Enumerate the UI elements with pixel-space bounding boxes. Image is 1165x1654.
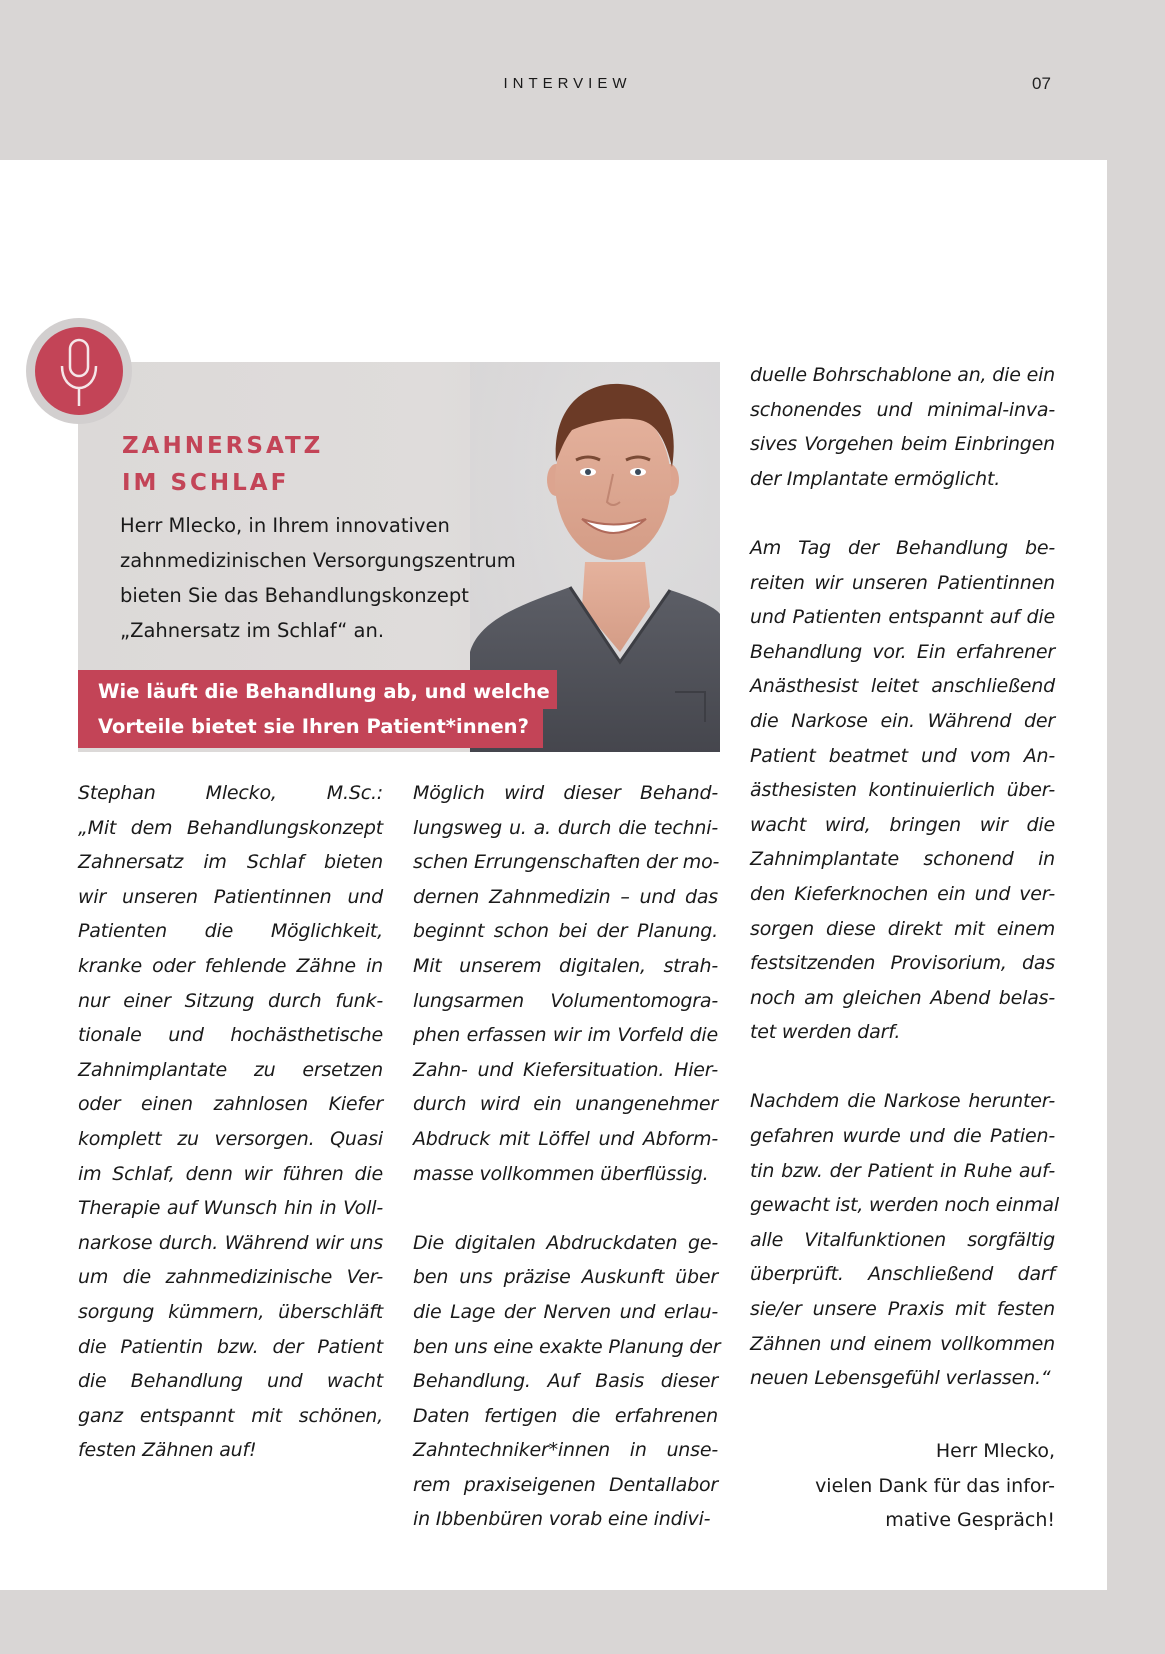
paragraph xyxy=(750,358,1055,496)
text-line: reiten wir unseren Patientinnen xyxy=(750,571,1055,594)
text-line: Die digitalen Abdruckdaten ge- xyxy=(413,1231,718,1254)
text-column-3 xyxy=(750,358,1059,1396)
closing-remark xyxy=(750,1434,1055,1538)
text-line: narkose durch. Während wir uns xyxy=(78,1231,383,1254)
text-line: die Behandlung und wacht xyxy=(78,1370,383,1393)
text-line: festsitzenden Provisorium, das xyxy=(750,952,1055,975)
text-line: noch am gleichen Abend belas- xyxy=(750,986,1055,1009)
paragraph xyxy=(413,776,718,1191)
text-line: Zahn- und Kiefersituation. Hier- xyxy=(413,1058,718,1081)
question-line: Wie läuft die Behandlung ab, und welche xyxy=(78,670,557,709)
text-line: sie/er unsere Praxis mit festen xyxy=(750,1298,1055,1321)
text-line: Stephan Mlecko, M.Sc.: xyxy=(78,782,383,804)
text-line: Zahnimplantate zu ersetzen xyxy=(78,1058,383,1081)
text-line: ästhesisten kontinuierlich über- xyxy=(750,779,1055,802)
text-line: Anästhesist leitet anschließend xyxy=(750,675,1055,698)
title-line: IM SCHLAF xyxy=(122,470,290,496)
closing-line: mative Gespräch! xyxy=(885,1509,1055,1532)
text-line: in Ibbenbüren vorab eine indivi- xyxy=(413,1508,711,1531)
paragraph xyxy=(413,1226,721,1537)
text-line: der Implantate ermöglicht. xyxy=(750,467,1001,490)
text-line: sives Vorgehen beim Einbringen xyxy=(750,433,1055,456)
text-line: Möglich wird dieser Behand- xyxy=(413,782,718,804)
text-line: lungsweg u. a. durch die techni- xyxy=(413,816,718,839)
text-column-2 xyxy=(413,776,721,1537)
intro-line: bieten Sie das Behandlungskonzept xyxy=(120,584,469,607)
article-title xyxy=(122,428,323,502)
text-line: Zahntechniker*innen in unse- xyxy=(413,1439,718,1462)
interview-question xyxy=(78,670,557,748)
question-line: Vorteile bietet sie Ihren Patient*innen? xyxy=(78,709,543,748)
text-line: „Mit dem Behandlungskonzept xyxy=(78,816,383,839)
text-line: sorgung kümmern, überschläft xyxy=(78,1300,383,1323)
text-line: alle Vitalfunktionen sorgfältig xyxy=(750,1228,1055,1251)
text-line: komplett zu versorgen. Quasi xyxy=(78,1127,383,1150)
title-line: ZAHNERSATZ xyxy=(122,433,324,459)
paragraph xyxy=(78,776,383,1468)
text-line: Behandlung. Auf Basis dieser xyxy=(413,1370,718,1393)
text-line: Zähnen und einem vollkommen xyxy=(750,1332,1055,1355)
text-line: um die zahnmedizinische Ver- xyxy=(78,1266,383,1289)
page-number: 07 xyxy=(1032,74,1051,93)
text-line: duelle Bohrschablone an, die ein xyxy=(750,364,1055,386)
text-line: Daten fertigen die erfahrenen xyxy=(413,1404,718,1427)
text-line: die Lage der Nerven und erlau- xyxy=(413,1300,718,1323)
paragraph xyxy=(750,531,1055,1050)
text-line: Mit unserem digitalen, strah- xyxy=(413,954,718,977)
paragraph xyxy=(750,1084,1059,1395)
text-line: masse vollkommen überflüssig. xyxy=(413,1162,709,1185)
text-line: Behandlung vor. Ein erfahrener xyxy=(750,640,1055,663)
text-column-1 xyxy=(78,776,383,1468)
text-line: durch wird ein unangenehmer xyxy=(413,1093,718,1116)
text-line: Nachdem die Narkose herunter- xyxy=(750,1090,1055,1113)
closing-line: Herr Mlecko, xyxy=(935,1440,1055,1462)
text-line: nur einer Sitzung durch funk- xyxy=(78,989,383,1012)
text-line: tet werden darf. xyxy=(750,1021,901,1044)
text-line: Therapie auf Wunsch hin in Voll- xyxy=(78,1197,383,1220)
text-line: Zahnimplantate schonend in xyxy=(750,848,1055,871)
text-line: beginnt schon bei der Planung. xyxy=(413,920,718,943)
text-line: Patienten die Möglichkeit, xyxy=(78,920,383,943)
text-line: schonendes und minimal-inva- xyxy=(750,398,1055,421)
text-line: die Patientin bzw. der Patient xyxy=(78,1335,383,1358)
text-line: schen Errungenschaften der mo- xyxy=(413,851,720,874)
text-line: Zahnersatz im Schlaf bieten xyxy=(78,851,383,874)
text-line: wacht wird, bringen wir die xyxy=(750,813,1055,836)
text-line: ben uns präzise Auskunft über xyxy=(413,1266,718,1289)
section-label: INTERVIEW xyxy=(503,75,632,92)
text-line: oder einen zahnlosen Kiefer xyxy=(78,1093,383,1116)
text-line: gewacht ist, werden noch einmal xyxy=(750,1194,1059,1217)
text-line: sorgen diese direkt mit einem xyxy=(750,917,1055,940)
text-line: kranke oder fehlende Zähne in xyxy=(78,954,383,977)
text-line: im Schlaf, denn wir führen die xyxy=(78,1162,383,1185)
text-line: ganz entspannt mit schönen, xyxy=(78,1404,383,1427)
text-line: dernen Zahnmedizin – und das xyxy=(413,885,718,908)
microphone-icon xyxy=(35,327,123,415)
text-line: Abdruck mit Löffel und Abform- xyxy=(413,1127,718,1150)
text-line: überprüft. Anschließend darf xyxy=(750,1263,1055,1286)
text-line: lungsarmen Volumentomogra- xyxy=(413,989,718,1012)
text-line: Am Tag der Behandlung be- xyxy=(750,536,1055,559)
text-line: tin bzw. der Patient in Ruhe auf- xyxy=(750,1159,1055,1182)
text-line: wir unseren Patientinnen und xyxy=(78,885,383,908)
text-line: phen erfassen wir im Vorfeld die xyxy=(413,1024,718,1047)
text-line: rem praxiseigenen Dentallabor xyxy=(413,1473,718,1496)
text-line: tionale und hochästhetische xyxy=(78,1024,383,1047)
text-line: neuen Lebensgefühl verlassen.“ xyxy=(750,1367,1051,1390)
text-line: die Narkose ein. Während der xyxy=(750,709,1055,732)
intro-text xyxy=(120,508,516,648)
text-line: gefahren wurde und die Patien- xyxy=(750,1125,1055,1148)
microphone-badge xyxy=(26,318,132,424)
text-line: und Patienten entspannt auf die xyxy=(750,606,1055,629)
text-line: Patient beatmet und vom An- xyxy=(750,744,1055,767)
intro-line: „Zahnersatz im Schlaf“ an. xyxy=(120,619,385,642)
closing-line: vielen Dank für das infor- xyxy=(815,1474,1055,1497)
intro-line: zahnmedizinischen Versorgungszentrum xyxy=(120,549,516,572)
text-line: den Kieferknochen ein und ver- xyxy=(750,882,1055,905)
text-line: ben uns eine exakte Planung der xyxy=(413,1335,721,1358)
intro-line: Herr Mlecko, in Ihrem innovativen xyxy=(120,514,450,537)
text-line: festen Zähnen auf! xyxy=(78,1439,257,1462)
